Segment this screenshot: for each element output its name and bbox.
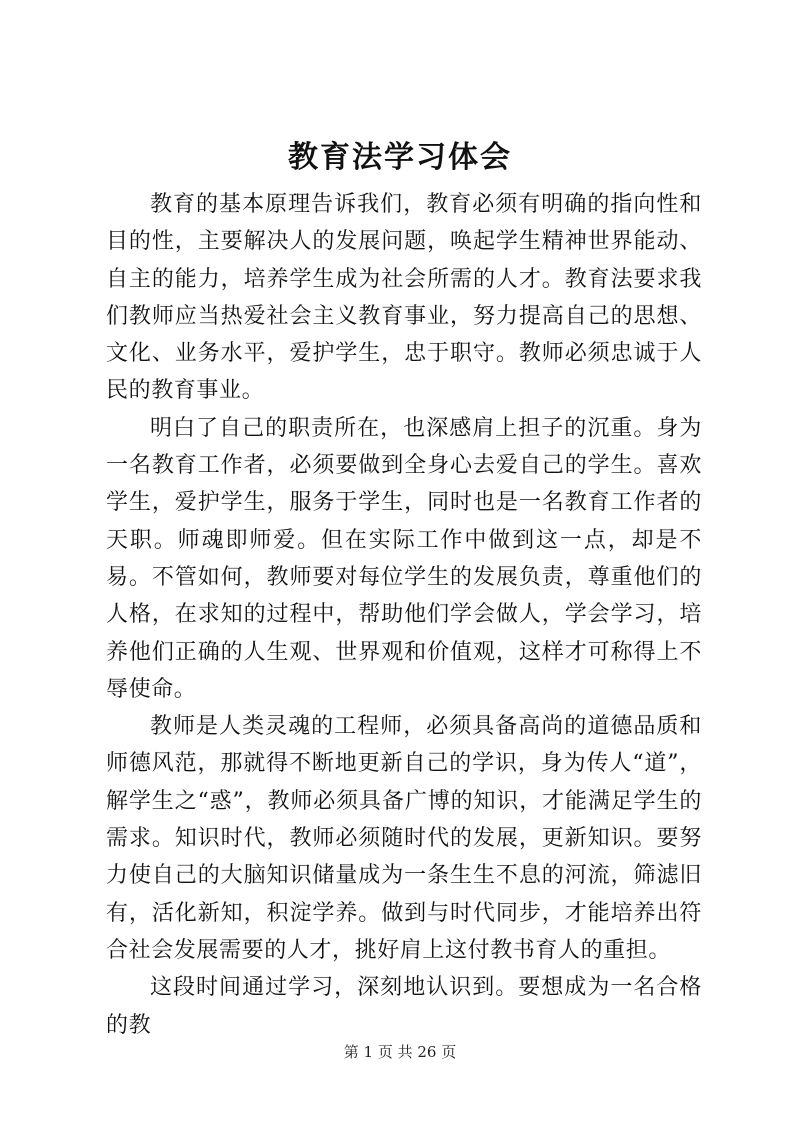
document-body: [106, 186, 702, 1044]
paragraph-3: 教师是人类灵魂的工程师，必须具备高尚的道德品质和师德风范，那就得不断地更新自己的学识，身为传人“道”，解学生之“惑”，教师必须具备广博的知识，才能满足学生的需求。知识时代，教师必须随时代的发展，更新知识。要努力使自己的大脑知识储量成为一条生生不息的河流，筛滤旧有，活化新知，积淀学养。做到与时代同步，才能培养出符合社会发展需要的人才，挑好肩上这付教书育人的重担。: [106, 714, 702, 963]
paragraph-2: 明白了自己的职责所在，也深感肩上担子的沉重。身为一名教育工作者，必须要做到全身心去爱自己的学生。喜欢学生，爱护学生，服务于学生，同时也是一名教育工作者的天职。师魂即师爱。但在实际工作中做到这一点，却是不易。不管如何，教师要对每位学生的发展负责，尊重他们的人格，在求知的过程中，帮助他们学会做人，学会学习，培养他们正确的人生观、世界观和价值观，这样才可称得上不辱使命。: [106, 415, 702, 702]
paragraph-1: 教育的基本原理告诉我们，教育必须有明确的指向性和目的性，主要解决人的发展问题，唤起学生精神世界能动、自主的能力，培养学生成为社会所需的人才。教育法要求我们教师应当热爱社会主义教育事业，努力提高自己的思想、文化、业务水平，爱护学生，忠于职守。教师必须忠诚于人民的教育事业。: [106, 192, 702, 404]
paragraph-4: 这段时间通过学习，深刻地认识到。要想成为一名合格的教: [106, 975, 702, 1038]
page-footer: 第 1 页 共 26 页: [343, 1043, 457, 1061]
document-title: 教育法学习体会: [288, 140, 512, 175]
